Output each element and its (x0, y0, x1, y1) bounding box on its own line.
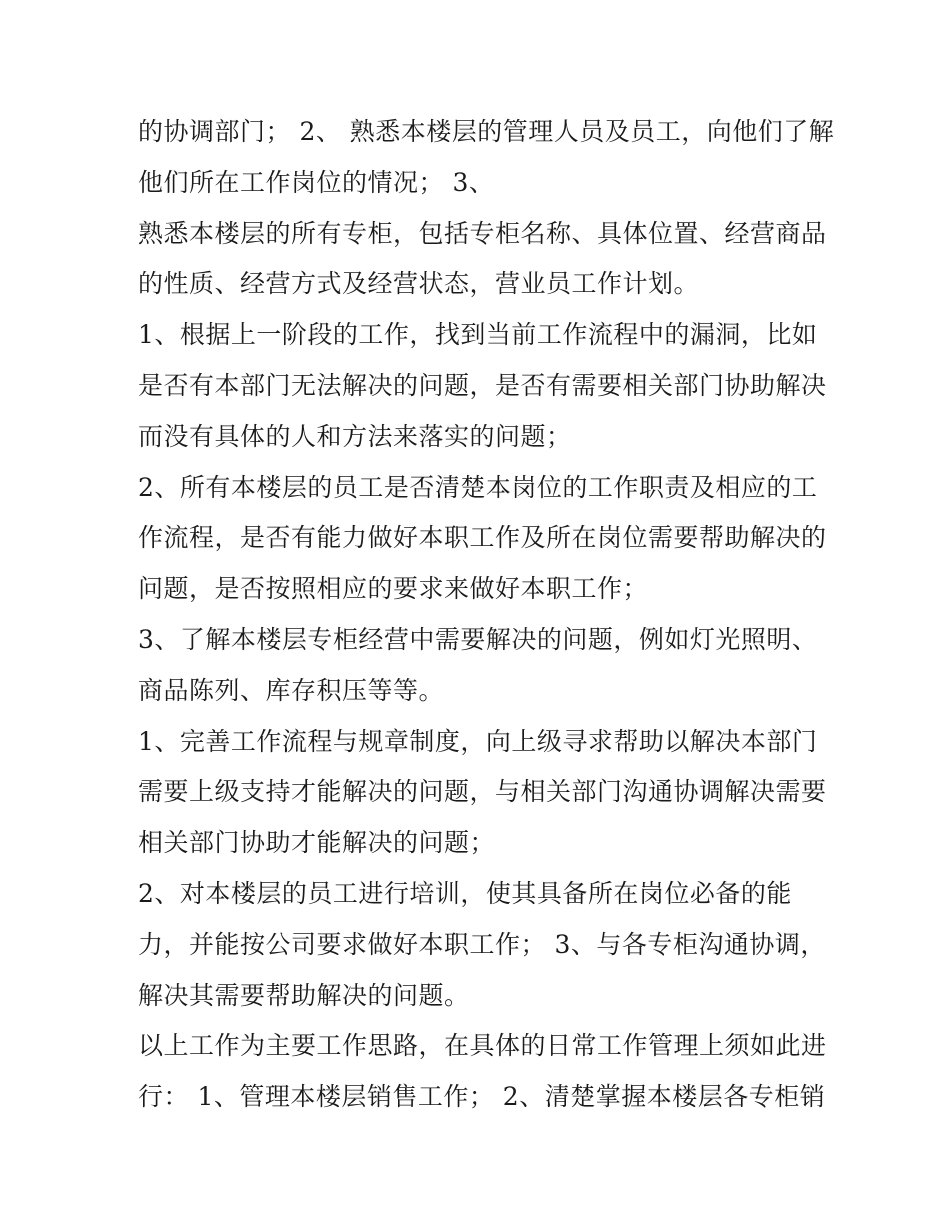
text-line: 熟悉本楼层的所有专柜，包括专柜名称、具体位置、经营商品 (138, 218, 827, 248)
text-line: 商品陈列、库存积压等等。 (138, 675, 445, 705)
text-line: 作流程，是否有能力做好本职工作及所在岗位需要帮助解决的 (138, 523, 827, 553)
text-line: 力，并能按公司要求做好本职工作； 3、与各专柜沟通协调， (138, 929, 826, 959)
text-line: 2、所有本楼层的员工是否清楚本岗位的工作职责及相应的工 (138, 472, 818, 502)
text-line: 问题，是否按照相应的要求来做好本职工作； (138, 574, 649, 604)
text-line: 解决其需要帮助解决的问题。 (138, 980, 470, 1010)
text-line: 相关部门协助才能解决的问题； (138, 828, 496, 858)
text-line: 以上工作为主要工作思路，在具体的日常工作管理上须如此进 (138, 1031, 827, 1061)
text-line: 是否有本部门无法解决的问题，是否有需要相关部门协助解决 (138, 370, 827, 400)
text-line: 他们所在工作岗位的情况； 3、 (138, 167, 495, 197)
text-line: 而没有具体的人和方法来落实的问题； (138, 421, 572, 451)
text-line: 2、对本楼层的员工进行培训，使其具备所在岗位必备的能 (138, 878, 792, 908)
text-line: 1、完善工作流程与规章制度，向上级寻求帮助以解决本部门 (138, 726, 818, 756)
text-line: 的性质、经营方式及经营状态，营业员工作计划。 (138, 269, 700, 299)
text-line: 需要上级支持才能解决的问题，与相关部门沟通协调解决需要 (138, 777, 827, 807)
text-line: 1、根据上一阶段的工作，找到当前工作流程中的漏洞，比如 (138, 320, 818, 350)
text-line: 行： 1、管理本楼层销售工作； 2、清楚掌握本楼层各专柜销 (138, 1082, 826, 1112)
document-body (138, 107, 835, 1123)
text-line: 3、了解本楼层专柜经营中需要解决的问题，例如灯光照明、 (138, 624, 818, 654)
text-line: 的协调部门； 2、 熟悉本楼层的管理人员及员工，向他们了解 (138, 117, 835, 146)
